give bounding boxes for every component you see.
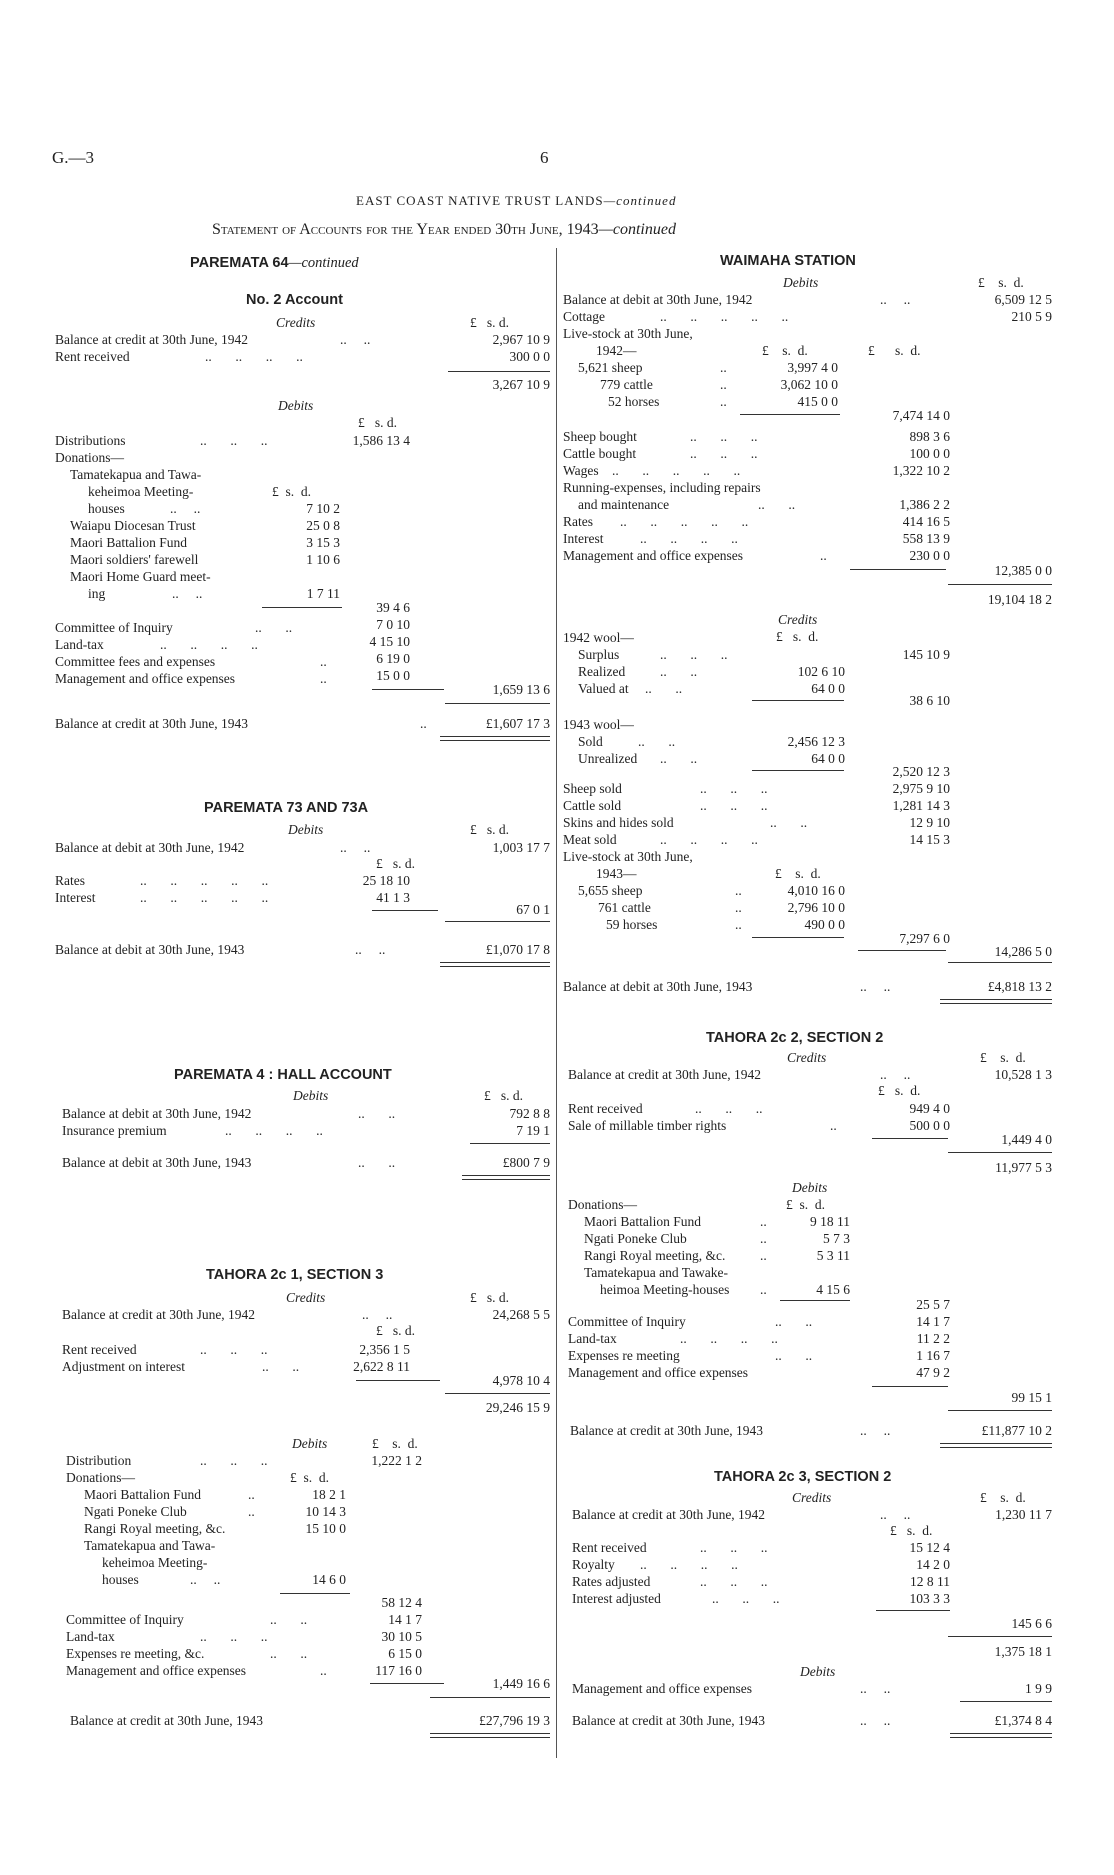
line-amount: 102 6 10 [797, 664, 845, 679]
balance-amount: £800 7 9 [502, 1155, 550, 1170]
lsd-header: £ s. d. [484, 1088, 524, 1103]
column-divider [556, 248, 557, 1758]
line-label: Balance at credit at 30th June, 1942 [55, 332, 249, 347]
section-title-paremata64: PAREMATA 64—continued [190, 255, 359, 271]
line-label: Rates adjusted [572, 1574, 651, 1589]
line-label: Committee of Inquiry [55, 620, 173, 635]
line-label: Rent received [62, 1342, 137, 1357]
line-amount: 300 0 0 [509, 349, 550, 364]
lsd-header: £ s. d. [978, 275, 1024, 290]
lsd-header: £ s. d. [890, 1523, 933, 1538]
line-amount: 6 19 0 [376, 651, 410, 666]
subtotal: 19,104 18 2 [987, 592, 1052, 607]
line-amount: 1,230 11 7 [995, 1507, 1052, 1522]
line-label: Maori Battalion Fund [584, 1214, 701, 1229]
page-reference: G.—3 [52, 148, 95, 167]
lsd-header: £ s. d. [470, 315, 510, 330]
line-label: Unrealized [578, 751, 638, 766]
lsd-header: £ s. d. [980, 1490, 1026, 1505]
line-amount: 47 9 2 [916, 1365, 950, 1380]
line-label: Rent received [568, 1101, 643, 1116]
line-amount: 898 3 6 [909, 429, 950, 444]
line-label: 779 cattle [600, 377, 653, 392]
subtotal: 1,659 13 6 [492, 682, 550, 697]
line-amount: 2,975 9 10 [892, 781, 950, 796]
subtotal: 99 15 1 [1011, 1390, 1052, 1405]
line-amount: 2,356 1 5 [359, 1342, 410, 1357]
line-label: 1942— [596, 343, 637, 358]
line-amount: 415 0 0 [797, 394, 838, 409]
subtotal: 7,474 14 0 [892, 408, 950, 423]
line-amount: 2,622 8 11 [353, 1359, 410, 1374]
line-amount: 3,062 10 0 [780, 377, 838, 392]
line-amount: 14 1 7 [916, 1314, 950, 1329]
lsd-header: £ s. d. [372, 1436, 418, 1451]
line-amount: 41 1 3 [376, 890, 410, 905]
line-label: Live-stock at 30th June, [563, 849, 693, 864]
line-label: Land-tax [55, 637, 104, 652]
line-label: keheimoa Meeting- [88, 484, 194, 499]
line-label: Balance at debit at 30th June, 1942 [55, 840, 245, 855]
line-label: 5,621 sheep [578, 360, 643, 375]
line-label: Balance at debit at 30th June, 1942 [62, 1106, 252, 1121]
line-amount: 3,997 4 0 [787, 360, 838, 375]
line-label: Tamatekapua and Tawa- [70, 467, 202, 482]
line-label: Distributions [55, 433, 126, 448]
line-amount: 4,010 16 0 [787, 883, 845, 898]
line-label: Ngati Poneke Club [84, 1504, 187, 1519]
line-label: 52 horses [608, 394, 660, 409]
line-amount: 12 8 11 [910, 1574, 950, 1589]
page-title [356, 193, 676, 209]
line-amount: 145 10 9 [902, 647, 950, 662]
line-label: ing [88, 586, 106, 601]
line-label: Cattle bought [563, 446, 637, 461]
line-amount: 25 0 8 [306, 518, 340, 533]
line-label: Management and office expenses [568, 1365, 749, 1380]
line-label: Management and office expenses [572, 1681, 753, 1696]
line-label: 59 horses [606, 917, 658, 932]
line-amount: 230 0 0 [909, 548, 950, 563]
line-amount: 1 7 11 [306, 586, 340, 601]
subtotal: 67 0 1 [516, 902, 550, 917]
subtotal: 25 5 7 [916, 1297, 950, 1312]
subtotal: 145 6 6 [1011, 1616, 1052, 1631]
subtotal: 29,246 15 9 [485, 1400, 550, 1415]
lsd-header: £ s. d. [775, 866, 821, 881]
line-label: Balance at credit at 30th June, 1943 [572, 1713, 766, 1728]
line-label: Balance at credit at 30th June, 1942 [572, 1507, 766, 1522]
subtotal: 1,375 18 1 [994, 1644, 1052, 1659]
line-amount: 24,268 5 5 [492, 1307, 550, 1322]
line-label: 5,655 sheep [578, 883, 643, 898]
debits-heading: Debits [278, 398, 314, 413]
balance-amount: £1,374 8 4 [994, 1713, 1052, 1728]
line-label: houses [102, 1572, 139, 1587]
line-label: heimoa Meeting-houses [600, 1282, 730, 1297]
line-amount: 12 9 10 [909, 815, 950, 830]
debits-heading: Debits [292, 1436, 328, 1451]
subtotal: 39 4 6 [376, 600, 410, 615]
page-number: 6 [540, 148, 549, 167]
debits-heading: Debits [288, 822, 324, 837]
lsd-header: £ s. d. [762, 343, 808, 358]
subtotal: 12,385 0 0 [994, 563, 1052, 578]
page-title-main: EAST COAST NATIVE TRUST LANDS [356, 193, 604, 208]
line-label: Balance at credit at 30th June, 1942 [568, 1067, 762, 1082]
page-subtitle-continued: —continued [598, 221, 676, 238]
line-label: Donations— [568, 1197, 637, 1212]
line-label: Adjustment on interest [62, 1359, 185, 1374]
line-amount: 7 19 1 [516, 1123, 550, 1138]
line-label: Cottage [563, 309, 605, 324]
lsd-header: £ s. d. [470, 1290, 510, 1305]
line-label: Wages [563, 463, 599, 478]
line-label: Interest adjusted [572, 1591, 661, 1606]
debits-heading: Debits [792, 1180, 828, 1195]
line-amount: 14 15 3 [909, 832, 950, 847]
line-amount: 64 0 0 [811, 751, 845, 766]
line-amount: 103 3 3 [909, 1591, 950, 1606]
line-amount: 15 12 4 [909, 1540, 950, 1555]
credits-heading: Credits [778, 612, 818, 627]
line-amount: 11 2 2 [916, 1331, 950, 1346]
line-label: Donations— [66, 1470, 135, 1485]
line-label: Valued at [578, 681, 629, 696]
page-title-continued: —continued [603, 193, 677, 208]
line-label: Cattle sold [563, 798, 622, 813]
line-label: Realized [578, 664, 626, 679]
line-amount: 10 14 3 [305, 1504, 346, 1519]
line-amount: 14 2 0 [916, 1557, 950, 1572]
line-label: Rangi Royal meeting, &c. [84, 1521, 226, 1536]
line-label: 1942 wool— [563, 630, 634, 645]
line-label: Management and office expenses [66, 1663, 247, 1678]
section-title-tahora2c3: TAHORA 2c 3, SECTION 2 [714, 1469, 892, 1485]
line-amount: 2,456 12 3 [787, 734, 845, 749]
lsd-header: £ s. d. [980, 1050, 1026, 1065]
line-label: keheimoa Meeting- [102, 1555, 208, 1570]
line-amount: 18 2 1 [312, 1487, 346, 1502]
line-label: Running-expenses, including repairs [563, 480, 761, 495]
line-label: 1943 wool— [563, 717, 634, 732]
lsd-header: £ s. d. [878, 1083, 921, 1098]
line-label: Insurance premium [62, 1123, 167, 1138]
line-amount: 6 15 0 [388, 1646, 422, 1661]
line-label: Balance at debit at 30th June, 1943 [55, 942, 245, 957]
balance-amount: £4,818 13 2 [987, 979, 1052, 994]
line-label: Committee of Inquiry [568, 1314, 686, 1329]
line-label: Balance at credit at 30th June, 1943 [70, 1713, 264, 1728]
subtotal: 11,977 5 3 [995, 1160, 1052, 1175]
line-amount: 64 0 0 [811, 681, 845, 696]
page-subtitle-main: Statement of Accounts for the Year ended 30th June, 1943 [212, 221, 599, 238]
balance-amount: £27,796 19 3 [479, 1713, 550, 1728]
line-label: Distribution [66, 1453, 132, 1468]
line-label: Expenses re meeting [568, 1348, 680, 1363]
line-label: 761 cattle [598, 900, 651, 915]
line-amount: 2,967 10 9 [492, 332, 550, 347]
section-title-tahora2c2: TAHORA 2c 2, SECTION 2 [706, 1030, 884, 1046]
line-label: Rangi Royal meeting, &c. [584, 1248, 726, 1263]
line-amount: 7 10 2 [306, 501, 340, 516]
line-label: Expenses re meeting, &c. [66, 1646, 205, 1661]
line-label: Maori Home Guard meet- [70, 569, 211, 584]
debits-heading: Debits [293, 1088, 329, 1103]
line-amount: 15 10 0 [305, 1521, 346, 1536]
line-label: Sheep bought [563, 429, 637, 444]
line-label: Balance at debit at 30th June, 1943 [62, 1155, 252, 1170]
line-label: Sold [578, 734, 603, 749]
subtotal: 7,297 6 0 [899, 931, 950, 946]
line-amount: 1,586 13 4 [352, 433, 410, 448]
balance-amount: £1,607 17 3 [485, 716, 550, 731]
line-amount: 490 0 0 [804, 917, 845, 932]
line-label: Donations— [55, 450, 124, 465]
subtotal: 1,449 16 6 [492, 1676, 550, 1691]
section-title-waimaha: WAIMAHA STATION [720, 253, 856, 269]
line-amount: 3 15 3 [306, 535, 340, 550]
line-label: Waiapu Diocesan Trust [70, 518, 196, 533]
line-amount: 1,322 10 2 [892, 463, 950, 478]
lsd-header: £ s. d. [358, 415, 398, 430]
line-amount: 30 10 5 [381, 1629, 422, 1644]
credits-heading: Credits [787, 1050, 827, 1065]
section-title-paremata73: PAREMATA 73 AND 73A [204, 800, 369, 816]
line-amount: 1,222 1 2 [371, 1453, 422, 1468]
subtotal: 58 12 4 [381, 1595, 422, 1610]
page-subtitle [212, 222, 676, 238]
line-label: Interest [55, 890, 96, 905]
subtotal: 2,520 12 3 [892, 764, 950, 779]
line-label: Maori Battalion Fund [70, 535, 187, 550]
line-label: Skins and hides sold [563, 815, 674, 830]
line-amount: 100 0 0 [909, 446, 950, 461]
line-amount: 6,509 12 5 [994, 292, 1052, 307]
debits-heading: Debits [800, 1664, 836, 1679]
line-label: Management and office expenses [563, 548, 744, 563]
line-amount: 5 7 3 [823, 1231, 850, 1246]
lsd-header: £ s. d. [376, 1323, 416, 1338]
line-label: houses [88, 501, 125, 516]
credits-heading: Credits [276, 315, 316, 330]
line-label: Rent received [55, 349, 130, 364]
credits-heading: Credits [792, 1490, 832, 1505]
lsd-header: £ s. d. [868, 343, 921, 358]
line-label: Balance at credit at 30th June, 1943 [55, 716, 249, 731]
line-label: Rent received [572, 1540, 647, 1555]
balance-amount: £1,070 17 8 [485, 942, 550, 957]
line-label: Tamatekapua and Tawake- [584, 1265, 729, 1280]
line-amount: 7 0 10 [376, 617, 410, 632]
line-amount: 117 16 0 [375, 1663, 422, 1678]
subtotal: 3,267 10 9 [492, 377, 550, 392]
line-amount: 1 9 9 [1025, 1681, 1052, 1696]
line-amount: 500 0 0 [909, 1118, 950, 1133]
line-amount: 1,003 17 7 [492, 840, 550, 855]
line-label: Meat sold [563, 832, 617, 847]
subtotal: 4,978 10 4 [492, 1373, 550, 1388]
line-amount: 5 3 11 [816, 1248, 850, 1263]
line-label: Sale of millable timber rights [568, 1118, 727, 1133]
line-label: Live-stock at 30th June, [563, 326, 693, 341]
line-amount: 15 0 0 [376, 668, 410, 683]
account-title: No. 2 Account [246, 292, 343, 308]
balance-amount: £11,877 10 2 [981, 1423, 1052, 1438]
line-amount: 14 6 0 [312, 1572, 346, 1587]
subtotal: 38 6 10 [909, 693, 950, 708]
line-amount: 25 18 10 [362, 873, 410, 888]
line-label: 1943— [596, 866, 637, 881]
subtotal: 1,449 4 0 [1001, 1132, 1052, 1147]
line-label: Land-tax [66, 1629, 115, 1644]
line-label: Balance at debit at 30th June, 1943 [563, 979, 753, 994]
line-amount: 9 18 11 [810, 1214, 850, 1229]
line-amount: 4 15 10 [369, 634, 410, 649]
credits-heading: Credits [286, 1290, 326, 1305]
line-label: Land-tax [568, 1331, 617, 1346]
line-label: Rates [55, 873, 85, 888]
line-label: Royalty [572, 1557, 615, 1572]
line-label: Maori soldiers' farewell [70, 552, 199, 567]
section-title-tahora2c1: TAHORA 2c 1, SECTION 3 [206, 1267, 384, 1283]
line-label: Balance at credit at 30th June, 1942 [62, 1307, 256, 1322]
line-amount: 1,386 2 2 [899, 497, 950, 512]
line-amount: 1 10 6 [306, 552, 340, 567]
line-label: Ngati Poneke Club [584, 1231, 687, 1246]
line-amount: 558 13 9 [902, 531, 950, 546]
line-label: Balance at credit at 30th June, 1943 [570, 1423, 764, 1438]
line-amount: 10,528 1 3 [994, 1067, 1052, 1082]
line-amount: 14 1 7 [388, 1612, 422, 1627]
line-label: Committee of Inquiry [66, 1612, 184, 1627]
line-label: Balance at debit at 30th June, 1942 [563, 292, 753, 307]
line-amount: 210 5 9 [1011, 309, 1052, 324]
line-amount: 949 4 0 [909, 1101, 950, 1116]
section-title-paremata4: PAREMATA 4 : HALL ACCOUNT [174, 1067, 392, 1083]
line-amount: 414 16 5 [902, 514, 950, 529]
line-amount: 1,281 14 3 [892, 798, 950, 813]
line-label: Sheep sold [563, 781, 622, 796]
lsd-header: £ s. d. [786, 1197, 826, 1212]
line-amount: 2,796 10 0 [787, 900, 845, 915]
debits-heading: Debits [783, 275, 819, 290]
line-label: Committee fees and expenses [55, 654, 216, 669]
line-label: Surplus [578, 647, 620, 662]
line-label: Rates [563, 514, 593, 529]
lsd-header: £ s. d. [470, 822, 510, 837]
lsd-header: £ s. d. [290, 1470, 330, 1485]
line-label: Maori Battalion Fund [84, 1487, 201, 1502]
line-amount: 792 8 8 [509, 1106, 550, 1121]
lsd-header: £ s. d. [272, 484, 312, 499]
lsd-header: £ s. d. [776, 629, 819, 644]
lsd-header: £ s. d. [376, 856, 416, 871]
line-label: Management and office expenses [55, 671, 236, 686]
line-amount: 4 15 6 [816, 1282, 850, 1297]
line-label: and maintenance [578, 497, 670, 512]
line-label: Tamatekapua and Tawa- [84, 1538, 216, 1553]
subtotal: 14,286 5 0 [994, 944, 1052, 959]
line-label: Interest [563, 531, 604, 546]
line-amount: 1 16 7 [916, 1348, 950, 1363]
